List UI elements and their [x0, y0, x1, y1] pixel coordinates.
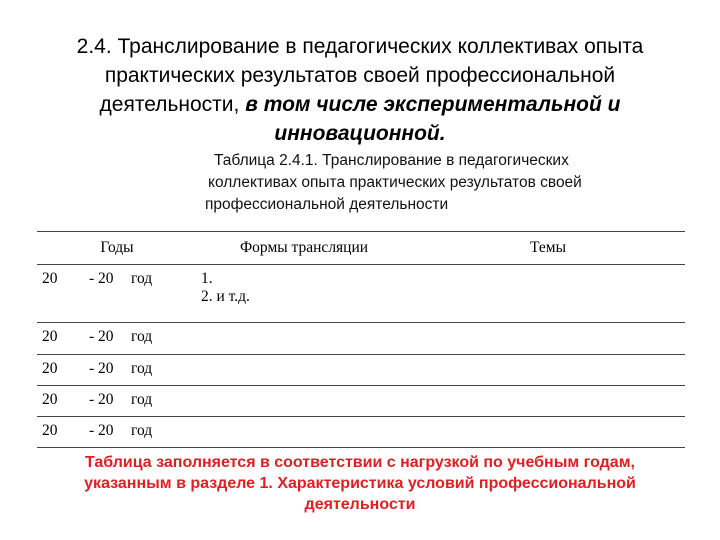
header-years: Годы — [37, 232, 197, 265]
table-row — [37, 323, 685, 355]
forms-cell — [197, 355, 411, 386]
year-end: - 20 — [89, 328, 114, 345]
forms-cell — [197, 265, 411, 323]
table-caption — [205, 150, 665, 216]
years-cell — [37, 265, 197, 323]
note-line-1: Таблица заполняется в соответствии с нагрузкой по учебным годам, — [85, 454, 635, 471]
year-suffix: год — [131, 391, 153, 408]
topics-cell — [411, 355, 685, 386]
year-end: - 20 — [89, 391, 114, 408]
year-end: - 20 — [89, 422, 114, 439]
header-topics: Темы — [411, 232, 685, 265]
header-forms: Формы трансляции — [197, 232, 411, 265]
table-row — [37, 265, 685, 323]
note-line-2: указанным в разделе 1. Характеристика условий профессиональной — [84, 475, 636, 492]
year-start: 20 — [42, 422, 58, 439]
year-end: - 20 — [89, 360, 114, 377]
caption-line-3: профессиональной деятельности — [205, 196, 449, 213]
topics-cell — [411, 323, 685, 355]
year-suffix: год — [131, 422, 153, 439]
year-suffix: год — [131, 360, 153, 377]
year-end: - 20 — [89, 270, 114, 287]
table-row — [37, 417, 685, 448]
form-item-2: 2. и т.д. — [201, 288, 250, 305]
table-row — [37, 355, 685, 386]
note-line-3: деятельности — [304, 496, 416, 513]
caption-line-2: коллективах опыта практических результатов своей — [208, 174, 582, 191]
heading-line-4: инновационной. — [274, 122, 446, 145]
forms-cell — [197, 386, 411, 417]
topics-cell — [411, 265, 685, 323]
topics-cell — [411, 417, 685, 448]
caption-line-1: Таблица 2.4.1. Транслирование в педагогических — [214, 152, 569, 169]
heading-line-3-plain: деятельности, — [99, 93, 246, 116]
heading-line-2: практических результатов своей профессиональной — [104, 64, 616, 87]
forms-cell — [197, 417, 411, 448]
heading-line-3 — [20, 90, 700, 119]
years-cell — [37, 355, 197, 386]
form-item-1: 1. — [201, 270, 213, 287]
table-row — [37, 386, 685, 417]
heading-line-3-emphasis: в том числе экспериментальной и — [245, 93, 621, 116]
topics-cell — [411, 386, 685, 417]
year-start: 20 — [42, 391, 58, 408]
year-suffix: год — [131, 328, 153, 345]
table-header-row — [37, 232, 685, 265]
year-start: 20 — [42, 270, 58, 287]
years-cell — [37, 323, 197, 355]
year-suffix: год — [131, 270, 153, 287]
translation-table — [37, 231, 685, 448]
forms-cell — [197, 323, 411, 355]
years-cell — [37, 417, 197, 448]
section-heading — [20, 32, 700, 148]
fill-instruction-note — [30, 452, 690, 515]
year-start: 20 — [42, 328, 58, 345]
heading-line-1: 2.4. Транслирование в педагогических коллективах опыта — [76, 35, 644, 58]
year-start: 20 — [42, 360, 58, 377]
years-cell — [37, 386, 197, 417]
